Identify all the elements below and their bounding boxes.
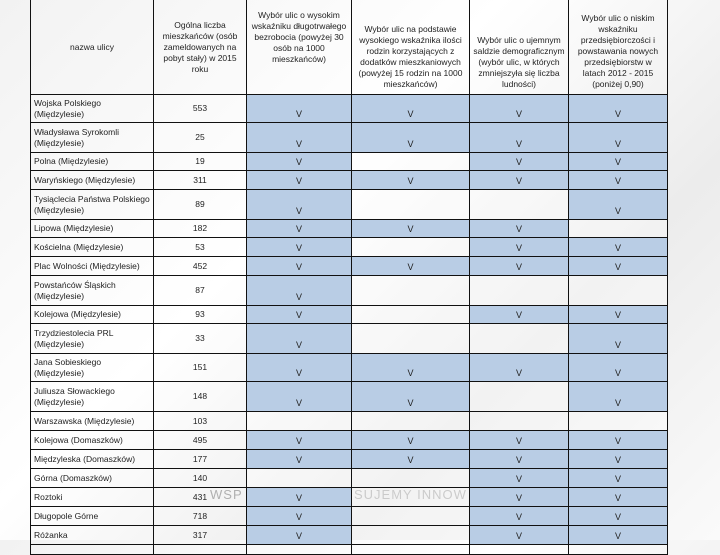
check-mark: V [295, 310, 302, 320]
check-mark: V [407, 368, 414, 378]
check-mark: V [407, 436, 414, 446]
check-mark: V [295, 436, 302, 446]
population-count: 89 [154, 190, 247, 220]
population-count: 553 [154, 95, 247, 123]
street-name: Jana Sobieskiego (Międzylesie) [31, 354, 154, 382]
table-row [31, 171, 668, 190]
watermark-left: WSP [210, 487, 243, 502]
criterion-cell [569, 257, 668, 276]
criterion-cell [470, 153, 569, 171]
criterion-cell [569, 190, 668, 220]
criterion-cell [352, 123, 470, 153]
criterion-cell [569, 469, 668, 488]
table-row [31, 450, 668, 469]
criterion-cell [352, 171, 470, 190]
criterion-cell [470, 190, 569, 220]
criterion-cell [352, 276, 470, 306]
check-mark: V [295, 157, 302, 167]
check-mark: V [407, 224, 414, 234]
criterion-cell [352, 488, 470, 507]
criterion-cell [247, 238, 352, 257]
table-row [31, 412, 668, 431]
criterion-cell [470, 276, 569, 306]
header-row [31, 0, 668, 95]
header-unemployment: Wybór ulic o wysokim wskaźniku długotrwałego bezrobocia (powyżej 30 osób na 1000 mieszkańców) [247, 0, 352, 95]
check-mark: V [614, 262, 621, 272]
empty-cell [352, 545, 470, 555]
population-count: 718 [154, 507, 247, 526]
criterion-cell [247, 324, 352, 354]
street-name: Polna (Międzylesie) [31, 153, 154, 171]
criterion-cell [569, 220, 668, 238]
criterion-cell [352, 306, 470, 324]
check-mark: V [614, 493, 621, 503]
street-name: Górna (Domaszków) [31, 469, 154, 488]
criterion-cell [569, 123, 668, 153]
check-mark: V [295, 493, 302, 503]
street-name: Lipowa (Międzylesie) [31, 220, 154, 238]
criterion-cell [569, 324, 668, 354]
street-name: Roztoki [31, 488, 154, 507]
population-count: 53 [154, 238, 247, 257]
check-mark: V [614, 243, 621, 253]
criterion-cell [352, 238, 470, 257]
criterion-cell [569, 354, 668, 382]
criterion-cell [352, 153, 470, 171]
street-name: Międzyleska (Domaszków) [31, 450, 154, 469]
check-mark: V [614, 368, 621, 378]
table-row [31, 220, 668, 238]
check-mark: V [614, 340, 621, 350]
check-mark: V [295, 243, 302, 253]
criterion-cell [470, 469, 569, 488]
population-count: 431 [154, 488, 247, 507]
criterion-cell [352, 257, 470, 276]
check-mark: V [407, 176, 414, 186]
check-mark: V [407, 398, 414, 408]
header-housing-allowance: Wybór ulic na podstawie wysokiego wskaźnika ilości rodzin korzystających z dodatków mieszkaniowych (powyżej 15 rodzin na 1000 mieszkańców) [352, 0, 470, 95]
criterion-cell [569, 450, 668, 469]
empty-cell [154, 545, 247, 555]
criterion-cell [352, 382, 470, 412]
table-row [31, 526, 668, 545]
check-mark: V [295, 224, 302, 234]
check-mark: V [614, 206, 621, 216]
check-mark: V [515, 262, 522, 272]
check-mark: V [614, 310, 621, 320]
street-name: Plac Wolności (Międzylesie) [31, 257, 154, 276]
street-name: Tysiąclecia Państwa Polskiego (Międzylesie) [31, 190, 154, 220]
table-row [31, 431, 668, 450]
table-row [31, 238, 668, 257]
criterion-cell [352, 354, 470, 382]
empty-cell [31, 545, 154, 555]
street-name: Kolejowa (Domaszków) [31, 431, 154, 450]
check-mark: V [515, 176, 522, 186]
check-mark: V [515, 531, 522, 541]
criterion-cell [569, 306, 668, 324]
criterion-cell [247, 276, 352, 306]
check-mark: V [295, 398, 302, 408]
population-count: 495 [154, 431, 247, 450]
check-mark: V [295, 206, 302, 216]
population-count: 452 [154, 257, 247, 276]
check-mark: V [295, 368, 302, 378]
street-name: Długopole Górne [31, 507, 154, 526]
criterion-cell [470, 324, 569, 354]
check-mark: V [407, 109, 414, 119]
empty-cell [470, 545, 569, 555]
check-mark: V [614, 512, 621, 522]
criterion-cell [470, 507, 569, 526]
street-name: Kościelna (Międzylesie) [31, 238, 154, 257]
criterion-cell [569, 95, 668, 123]
criterion-cell [247, 257, 352, 276]
header-entrepreneurship: Wybór ulic o niskim wskaźniku przedsiębiorczości i powstawania nowych przedsiębiorstw w latach 2012 - 2015 (poniżej 0,90) [569, 0, 668, 95]
check-mark: V [295, 512, 302, 522]
criterion-cell [352, 95, 470, 123]
criterion-cell [247, 412, 352, 431]
criterion-cell [247, 95, 352, 123]
population-count: 311 [154, 171, 247, 190]
criterion-cell [470, 238, 569, 257]
check-mark: V [295, 176, 302, 186]
population-count: 33 [154, 324, 247, 354]
population-count: 19 [154, 153, 247, 171]
criterion-cell [569, 507, 668, 526]
criterion-cell [470, 450, 569, 469]
criterion-cell [247, 507, 352, 526]
table-row [31, 306, 668, 324]
check-mark: V [515, 512, 522, 522]
population-count: 182 [154, 220, 247, 238]
criterion-cell [569, 382, 668, 412]
check-mark: V [614, 398, 621, 408]
check-mark: V [295, 531, 302, 541]
criterion-cell [247, 469, 352, 488]
population-count: 25 [154, 123, 247, 153]
population-count: 93 [154, 306, 247, 324]
table-row [31, 153, 668, 171]
table-row [31, 382, 668, 412]
check-mark: V [515, 436, 522, 446]
criterion-cell [352, 526, 470, 545]
table-row [31, 507, 668, 526]
criterion-cell [247, 306, 352, 324]
street-name: Kolejowa (Międzylesie) [31, 306, 154, 324]
check-mark: V [295, 109, 302, 119]
street-name: Różanka [31, 526, 154, 545]
street-name: Waryńskiego (Międzylesie) [31, 171, 154, 190]
criterion-cell [470, 354, 569, 382]
table-row [31, 545, 668, 555]
street-name: Juliusza Słowackiego (Międzylesie) [31, 382, 154, 412]
criterion-cell [470, 123, 569, 153]
population-count: 87 [154, 276, 247, 306]
criterion-cell [470, 431, 569, 450]
criterion-cell [247, 190, 352, 220]
street-name: Wojska Polskiego (Międzylesie) [31, 95, 154, 123]
population-count: 177 [154, 450, 247, 469]
criterion-cell [470, 412, 569, 431]
criterion-cell [352, 190, 470, 220]
check-mark: V [614, 157, 621, 167]
table-row [31, 95, 668, 123]
table-row [31, 190, 668, 220]
population-count: 140 [154, 469, 247, 488]
check-mark: V [614, 109, 621, 119]
street-name: Powstańców Śląskich (Międzylesie) [31, 276, 154, 306]
check-mark: V [515, 157, 522, 167]
criterion-cell [470, 220, 569, 238]
criterion-cell [569, 488, 668, 507]
criterion-cell [569, 412, 668, 431]
check-mark: V [614, 139, 621, 149]
criterion-cell [470, 488, 569, 507]
street-name: Władysława Syrokomli (Międzylesie) [31, 123, 154, 153]
check-mark: V [515, 493, 522, 503]
check-mark: V [515, 139, 522, 149]
criterion-cell [352, 450, 470, 469]
criterion-cell [470, 306, 569, 324]
check-mark: V [515, 368, 522, 378]
check-mark: V [295, 139, 302, 149]
criterion-cell [470, 526, 569, 545]
streets-table [30, 0, 668, 555]
criterion-cell [569, 276, 668, 306]
population-count: 148 [154, 382, 247, 412]
criterion-cell [352, 412, 470, 431]
table-row [31, 276, 668, 306]
check-mark: V [407, 455, 414, 465]
check-mark: V [295, 262, 302, 272]
check-mark: V [614, 436, 621, 446]
criterion-cell [569, 526, 668, 545]
header-street-name: nazwa ulicy [31, 0, 154, 95]
criterion-cell [247, 354, 352, 382]
check-mark: V [515, 474, 522, 484]
criterion-cell [352, 220, 470, 238]
header-demographic: Wybór ulic o ujemnym saldzie demograficznym (wybór ulic, w których zmniejszyła się liczba ludności) [470, 0, 569, 95]
check-mark: V [295, 292, 302, 302]
criterion-cell [470, 171, 569, 190]
criterion-cell [247, 171, 352, 190]
header-population: Ogólna liczba mieszkańców (osób zameldowanych na pobyt stały) w 2015 roku [154, 0, 247, 95]
check-mark: V [515, 310, 522, 320]
check-mark: V [614, 455, 621, 465]
check-mark: V [515, 224, 522, 234]
table-row [31, 324, 668, 354]
criterion-cell [247, 123, 352, 153]
check-mark: V [614, 531, 621, 541]
check-mark: V [614, 176, 621, 186]
criterion-cell [247, 488, 352, 507]
criterion-cell [352, 469, 470, 488]
criterion-cell [247, 382, 352, 412]
check-mark: V [515, 109, 522, 119]
empty-cell [247, 545, 352, 555]
criterion-cell [247, 450, 352, 469]
criterion-cell [470, 95, 569, 123]
table-row [31, 488, 668, 507]
check-mark: V [515, 243, 522, 253]
check-mark: V [407, 262, 414, 272]
criterion-cell [569, 153, 668, 171]
check-mark: V [407, 139, 414, 149]
criterion-cell [569, 238, 668, 257]
criterion-cell [352, 431, 470, 450]
watermark-right: SUJEMY INNOW [354, 487, 467, 502]
population-count: 151 [154, 354, 247, 382]
check-mark: V [614, 474, 621, 484]
criterion-cell [247, 153, 352, 171]
criterion-cell [247, 220, 352, 238]
check-mark: V [295, 455, 302, 465]
street-name: Warszawska (Międzylesie) [31, 412, 154, 431]
criterion-cell [569, 171, 668, 190]
criterion-cell [470, 382, 569, 412]
population-count: 317 [154, 526, 247, 545]
population-count: 103 [154, 412, 247, 431]
street-name: Trzydziestolecia PRL (Międzylesie) [31, 324, 154, 354]
check-mark: V [515, 455, 522, 465]
criterion-cell [247, 526, 352, 545]
criterion-cell [470, 257, 569, 276]
empty-cell [569, 545, 668, 555]
check-mark: V [295, 340, 302, 350]
table-row [31, 123, 668, 153]
table-row [31, 469, 668, 488]
table-row [31, 354, 668, 382]
criterion-cell [569, 431, 668, 450]
criterion-cell [247, 431, 352, 450]
criterion-cell [352, 507, 470, 526]
criterion-cell [352, 324, 470, 354]
table-row [31, 257, 668, 276]
